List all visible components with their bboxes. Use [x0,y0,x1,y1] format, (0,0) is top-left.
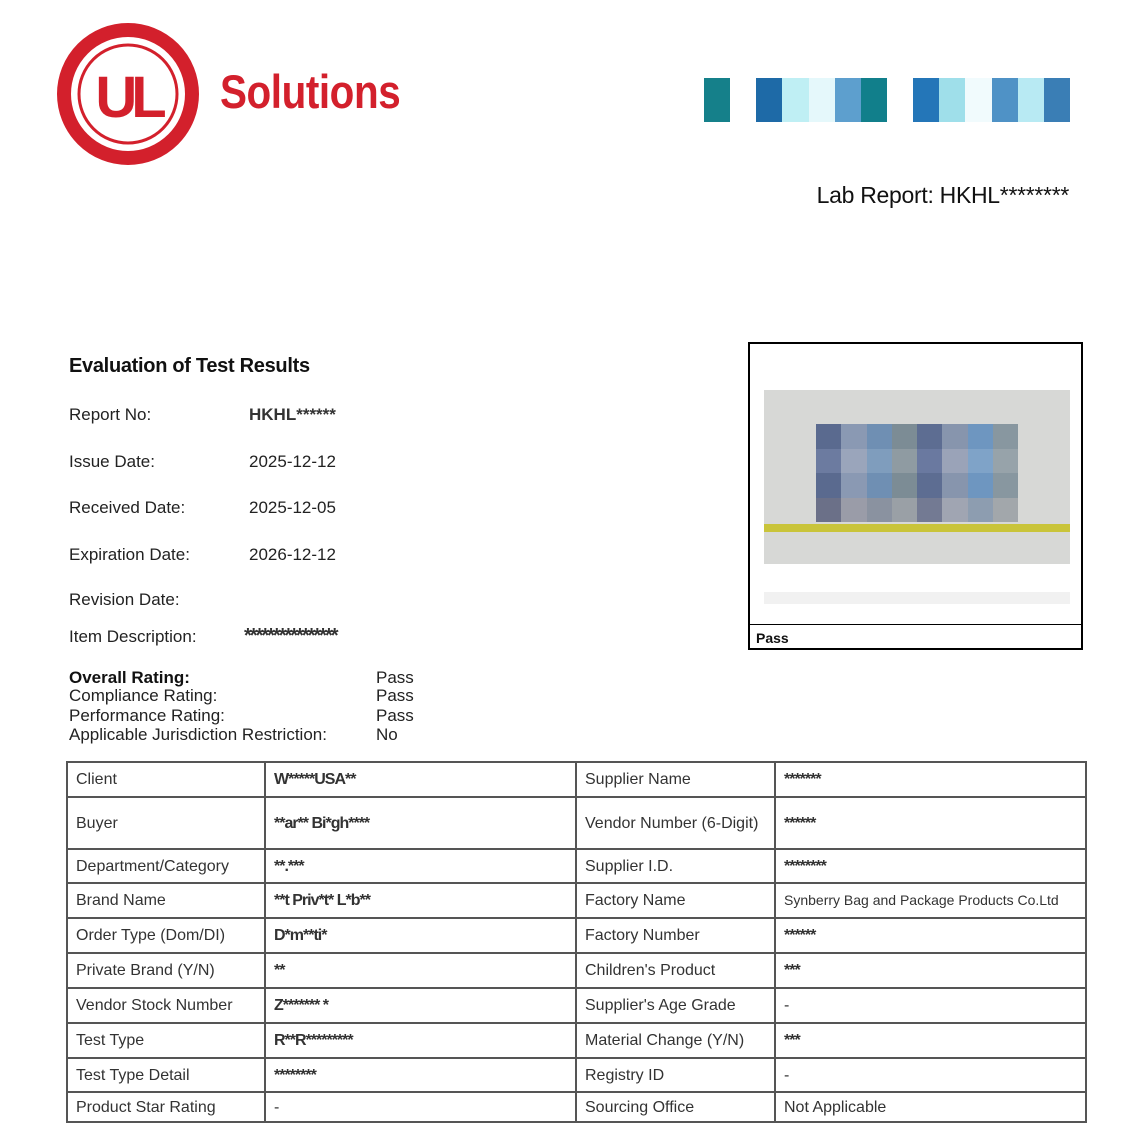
performance-rating-label: Performance Rating: [69,706,225,725]
table-cell-value: Not Applicable [775,1092,1086,1122]
overall-rating-label: Overall Rating: [69,668,190,687]
table-cell-label: Sourcing Office [576,1092,775,1122]
table-cell-value: - [265,1092,576,1122]
revision-date-label: Revision Date: [69,590,180,609]
measuring-tape [764,524,1070,532]
photo-footer-strip [764,592,1070,604]
compliance-rating-value: Pass [376,686,414,705]
lab-report-number: Lab Report: HKHL******** [816,182,1069,208]
table-cell-value: Synberry Bag and Package Products Co.Ltd [775,883,1086,918]
redacted-header-block [704,78,1070,122]
table-cell-value: ******* [775,762,1086,797]
jurisdiction-restriction-label: Applicable Jurisdiction Restriction: [69,725,327,744]
expiration-date-value: 2026-12-12 [249,545,336,564]
table-row [67,953,1086,988]
performance-rating-value: Pass [376,706,414,725]
table-row [67,797,1086,849]
table-cell-value: *** [775,1023,1086,1058]
item-description-label: Item Description: [69,627,197,646]
table-row [67,1092,1086,1122]
table-cell-value: **ar** Bi*gh**** [265,797,576,849]
table-cell-label: Material Change (Y/N) [576,1023,775,1058]
report-no-value: HKHL****** [249,405,336,424]
table-cell-value: W*****USA** [265,762,576,797]
table-row [67,918,1086,953]
table-cell-value: Z******* * [265,988,576,1023]
logo-wordmark: Solutions [220,65,401,118]
issue-date-value: 2025-12-12 [249,452,336,471]
panel-caption: Pass [756,630,789,646]
redacted-product-image [816,424,1018,522]
table-cell-label: Children's Product [576,953,775,988]
table-cell-value: ******** [265,1058,576,1092]
table-cell-label: Private Brand (Y/N) [67,953,265,988]
info-table-body [67,762,1086,1122]
table-cell-label: Product Star Rating [67,1092,265,1122]
table-row [67,1058,1086,1092]
table-cell-label: Supplier I.D. [576,849,775,883]
panel-divider [750,624,1081,625]
table-cell-label: Vendor Number (6-Digit) [576,797,775,849]
table-cell-value: ****** [775,797,1086,849]
table-cell-value: *** [775,953,1086,988]
table-cell-value: ** [265,953,576,988]
table-cell-label: Supplier Name [576,762,775,797]
table-cell-label: Brand Name [67,883,265,918]
table-cell-value: ****** [775,918,1086,953]
table-cell-value: **t Priv*t* L*b** [265,883,576,918]
table-cell-label: Test Type Detail [67,1058,265,1092]
report-no-label: Report No: [69,405,152,424]
table-cell-label: Department/Category [67,849,265,883]
table-row [67,762,1086,797]
table-cell-value: D*m**ti* [265,918,576,953]
expiration-date-label: Expiration Date: [69,545,190,564]
table-cell-value: - [775,988,1086,1023]
item-description-value: **************** [244,625,337,647]
table-row [67,849,1086,883]
jurisdiction-restriction-value: No [376,725,398,744]
table-cell-value: R**R********* [265,1023,576,1058]
sample-photo [764,390,1070,564]
table-row [67,1023,1086,1058]
table-row [67,883,1086,918]
received-date-label: Received Date: [69,498,186,517]
received-date-value: 2025-12-05 [249,498,336,517]
table-cell-value: ******** [775,849,1086,883]
table-cell-label: Supplier's Age Grade [576,988,775,1023]
info-table [66,761,1087,1123]
overall-rating-value: Pass [376,668,414,687]
table-row [67,988,1086,1023]
table-cell-label: Test Type [67,1023,265,1058]
compliance-rating-label: Compliance Rating: [69,686,218,705]
table-cell-value: **.*** [265,849,576,883]
table-cell-label: Registry ID [576,1058,775,1092]
table-cell-value: - [775,1058,1086,1092]
svg-text:UL: UL [95,65,161,130]
table-cell-label: Buyer [67,797,265,849]
table-cell-label: Factory Name [576,883,775,918]
table-cell-label: Client [67,762,265,797]
table-cell-label: Factory Number [576,918,775,953]
table-cell-label: Order Type (Dom/DI) [67,918,265,953]
evaluation-title: Evaluation of Test Results [69,355,310,377]
table-cell-label: Vendor Stock Number [67,988,265,1023]
sample-photo-panel [748,342,1083,650]
issue-date-label: Issue Date: [69,452,155,471]
